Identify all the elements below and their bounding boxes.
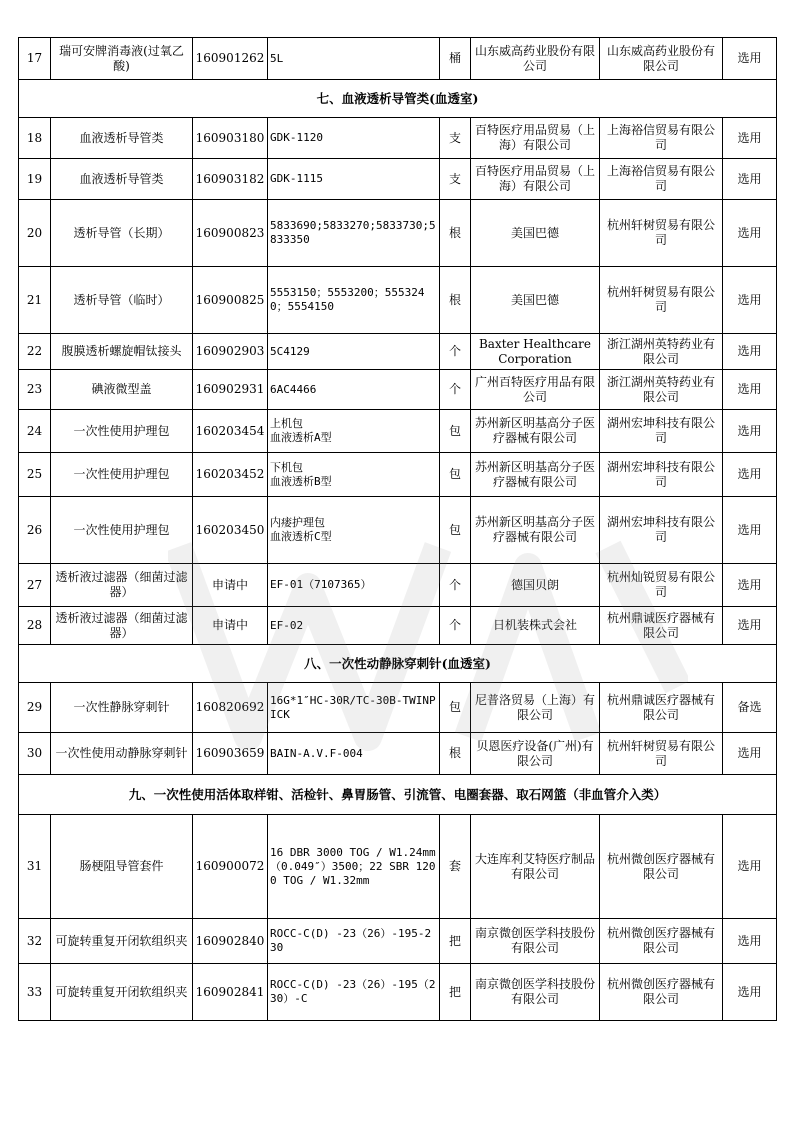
- product-name: 可旋转重复开闭软组织夹: [51, 919, 193, 964]
- row-number: 22: [19, 334, 51, 370]
- product-unit: 包: [440, 453, 471, 497]
- product-name: 可旋转重复开闭软组织夹: [51, 964, 193, 1021]
- row-number: 23: [19, 370, 51, 410]
- supplier: 浙江湖州英特药业有限公司: [600, 334, 723, 370]
- product-code: 160203452: [193, 453, 268, 497]
- selection-status: 选用: [723, 267, 777, 334]
- manufacturer: 苏州新区明基高分子医疗器械有限公司: [471, 497, 600, 564]
- table-row: [19, 118, 777, 159]
- selection-status: 选用: [723, 200, 777, 267]
- row-number: 24: [19, 410, 51, 453]
- supplier: 杭州轩树贸易有限公司: [600, 200, 723, 267]
- row-number: 18: [19, 118, 51, 159]
- manufacturer: 贝恩医疗设备(广州)有限公司: [471, 733, 600, 775]
- product-name: 透析导管（长期）: [51, 200, 193, 267]
- product-unit: 把: [440, 919, 471, 964]
- manufacturer: 百特医疗用品贸易（上海）有限公司: [471, 159, 600, 200]
- row-number: 30: [19, 733, 51, 775]
- section-title: 九、一次性使用活体取样钳、活检针、鼻胃肠管、引流管、电圈套器、取石网篮（非血管介入类）: [19, 775, 777, 815]
- product-name: 腹膜透析螺旋帽钛接头: [51, 334, 193, 370]
- manufacturer: 苏州新区明基高分子医疗器械有限公司: [471, 453, 600, 497]
- product-spec: ROCC-C(D) -23（26）-195-230: [268, 919, 440, 964]
- product-spec: BAIN-A.V.F-004: [268, 733, 440, 775]
- selection-status: 选用: [723, 733, 777, 775]
- table-row: [19, 334, 777, 370]
- product-spec: 5L: [268, 38, 440, 80]
- manufacturer: 美国巴德: [471, 200, 600, 267]
- product-code: 160900823: [193, 200, 268, 267]
- product-spec: 下机包 血液透析B型: [268, 453, 440, 497]
- product-spec: 内瘘护理包 血液透析C型: [268, 497, 440, 564]
- product-code: 160901262: [193, 38, 268, 80]
- section-title: 八、一次性动静脉穿刺针(血透室): [19, 645, 777, 683]
- supplier: 湖州宏坤科技有限公司: [600, 410, 723, 453]
- product-unit: 桶: [440, 38, 471, 80]
- table-row: [19, 564, 777, 607]
- manufacturer: 山东威高药业股份有限公司: [471, 38, 600, 80]
- selection-status: 选用: [723, 815, 777, 919]
- table-row: [19, 733, 777, 775]
- selection-status: 选用: [723, 497, 777, 564]
- table-row: [19, 410, 777, 453]
- product-spec: 5553150；5553200；5553240；5554150: [268, 267, 440, 334]
- row-number: 31: [19, 815, 51, 919]
- supplier: 杭州微创医疗器械有限公司: [600, 964, 723, 1021]
- document-sheet: [18, 37, 776, 1021]
- selection-status: 选用: [723, 453, 777, 497]
- product-code: 160902841: [193, 964, 268, 1021]
- product-code: 160820692: [193, 683, 268, 733]
- row-number: 21: [19, 267, 51, 334]
- supplier: 杭州鼎诚医疗器械有限公司: [600, 607, 723, 645]
- selection-status: 选用: [723, 370, 777, 410]
- product-spec: ROCC-C(D) -23（26）-195（230）-C: [268, 964, 440, 1021]
- manufacturer: 尼普洛贸易（上海）有限公司: [471, 683, 600, 733]
- product-name: 血液透析导管类: [51, 159, 193, 200]
- product-code: 160903182: [193, 159, 268, 200]
- product-spec: EF-01（7107365）: [268, 564, 440, 607]
- table-row: [19, 815, 777, 919]
- supplier: 湖州宏坤科技有限公司: [600, 453, 723, 497]
- row-number: 17: [19, 38, 51, 80]
- section-header-row: [19, 775, 777, 815]
- selection-status: 选用: [723, 564, 777, 607]
- product-spec: GDK-1120: [268, 118, 440, 159]
- supplier: 浙江湖州英特药业有限公司: [600, 370, 723, 410]
- row-number: 29: [19, 683, 51, 733]
- product-unit: 个: [440, 334, 471, 370]
- product-unit: 包: [440, 410, 471, 453]
- product-unit: 包: [440, 497, 471, 564]
- supplier: 杭州微创医疗器械有限公司: [600, 815, 723, 919]
- product-table: [18, 37, 777, 1021]
- manufacturer: 南京微创医学科技股份有限公司: [471, 964, 600, 1021]
- product-code: 160203450: [193, 497, 268, 564]
- selection-status: 选用: [723, 159, 777, 200]
- product-name: 一次性使用护理包: [51, 497, 193, 564]
- product-code: 160902903: [193, 334, 268, 370]
- product-code: 160900072: [193, 815, 268, 919]
- section-title: 七、血液透析导管类(血透室): [19, 80, 777, 118]
- supplier: 上海裕信贸易有限公司: [600, 159, 723, 200]
- manufacturer: 大连库利艾特医疗制品有限公司: [471, 815, 600, 919]
- supplier: 山东威高药业股份有限公司: [600, 38, 723, 80]
- table-row: [19, 683, 777, 733]
- product-name: 透析液过滤器（细菌过滤器）: [51, 564, 193, 607]
- section-header-row: [19, 645, 777, 683]
- table-row: [19, 607, 777, 645]
- selection-status: 备选: [723, 683, 777, 733]
- product-name: 一次性使用护理包: [51, 410, 193, 453]
- table-row: [19, 159, 777, 200]
- product-spec: 5833690;5833270;5833730;5833350: [268, 200, 440, 267]
- selection-status: 选用: [723, 334, 777, 370]
- selection-status: 选用: [723, 607, 777, 645]
- product-code: 申请中: [193, 607, 268, 645]
- manufacturer: 苏州新区明基高分子医疗器械有限公司: [471, 410, 600, 453]
- product-spec: 6AC4466: [268, 370, 440, 410]
- product-name: 碘液微型盖: [51, 370, 193, 410]
- product-code: 160903180: [193, 118, 268, 159]
- table-row: [19, 200, 777, 267]
- product-name: 一次性静脉穿刺针: [51, 683, 193, 733]
- product-code: 160902840: [193, 919, 268, 964]
- product-unit: 根: [440, 200, 471, 267]
- row-number: 26: [19, 497, 51, 564]
- supplier: 杭州轩树贸易有限公司: [600, 267, 723, 334]
- manufacturer: 广州百特医疗用品有限公司: [471, 370, 600, 410]
- product-spec: 上机包 血液透析A型: [268, 410, 440, 453]
- manufacturer: 南京微创医学科技股份有限公司: [471, 919, 600, 964]
- row-number: 25: [19, 453, 51, 497]
- table-row: [19, 267, 777, 334]
- row-number: 28: [19, 607, 51, 645]
- product-unit: 根: [440, 733, 471, 775]
- product-spec: 16G*1″HC-30R/TC-30B-TWINPICK: [268, 683, 440, 733]
- row-number: 27: [19, 564, 51, 607]
- product-code: 申请中: [193, 564, 268, 607]
- product-spec: 16 DBR 3000 TOG / W1.24mm（0.049″）3500；22 SBR 1200 TOG / W1.32mm: [268, 815, 440, 919]
- table-row: [19, 453, 777, 497]
- product-unit: 支: [440, 159, 471, 200]
- product-unit: 个: [440, 370, 471, 410]
- product-name: 透析液过滤器（细菌过滤器）: [51, 607, 193, 645]
- supplier: 杭州灿锐贸易有限公司: [600, 564, 723, 607]
- row-number: 32: [19, 919, 51, 964]
- table-row: [19, 38, 777, 80]
- table-row: [19, 497, 777, 564]
- product-unit: 套: [440, 815, 471, 919]
- manufacturer: 德国贝朗: [471, 564, 600, 607]
- product-name: 透析导管（临时）: [51, 267, 193, 334]
- product-unit: 个: [440, 564, 471, 607]
- product-unit: 把: [440, 964, 471, 1021]
- selection-status: 选用: [723, 410, 777, 453]
- product-code: 160900825: [193, 267, 268, 334]
- product-unit: 包: [440, 683, 471, 733]
- row-number: 20: [19, 200, 51, 267]
- supplier: 杭州轩树贸易有限公司: [600, 733, 723, 775]
- product-unit: 根: [440, 267, 471, 334]
- product-code: 160902931: [193, 370, 268, 410]
- product-spec: 5C4129: [268, 334, 440, 370]
- product-code: 160903659: [193, 733, 268, 775]
- supplier: 湖州宏坤科技有限公司: [600, 497, 723, 564]
- product-name: 一次性使用护理包: [51, 453, 193, 497]
- manufacturer: Baxter Healthcare Corporation: [471, 334, 600, 370]
- table-row: [19, 964, 777, 1021]
- table-row: [19, 370, 777, 410]
- supplier: 杭州微创医疗器械有限公司: [600, 919, 723, 964]
- manufacturer: 美国巴德: [471, 267, 600, 334]
- manufacturer: 日机装株式会社: [471, 607, 600, 645]
- row-number: 19: [19, 159, 51, 200]
- product-unit: 个: [440, 607, 471, 645]
- supplier: 上海裕信贸易有限公司: [600, 118, 723, 159]
- product-code: 160203454: [193, 410, 268, 453]
- section-header-row: [19, 80, 777, 118]
- product-name: 一次性使用动静脉穿刺针: [51, 733, 193, 775]
- product-name: 肠梗阻导管套件: [51, 815, 193, 919]
- row-number: 33: [19, 964, 51, 1021]
- supplier: 杭州鼎诚医疗器械有限公司: [600, 683, 723, 733]
- selection-status: 选用: [723, 919, 777, 964]
- product-name: 血液透析导管类: [51, 118, 193, 159]
- product-spec: GDK-1115: [268, 159, 440, 200]
- selection-status: 选用: [723, 118, 777, 159]
- selection-status: 选用: [723, 964, 777, 1021]
- product-unit: 支: [440, 118, 471, 159]
- product-name: 瑞可安牌消毒液(过氧乙酸): [51, 38, 193, 80]
- selection-status: 选用: [723, 38, 777, 80]
- manufacturer: 百特医疗用品贸易（上海）有限公司: [471, 118, 600, 159]
- table-row: [19, 919, 777, 964]
- product-spec: EF-02: [268, 607, 440, 645]
